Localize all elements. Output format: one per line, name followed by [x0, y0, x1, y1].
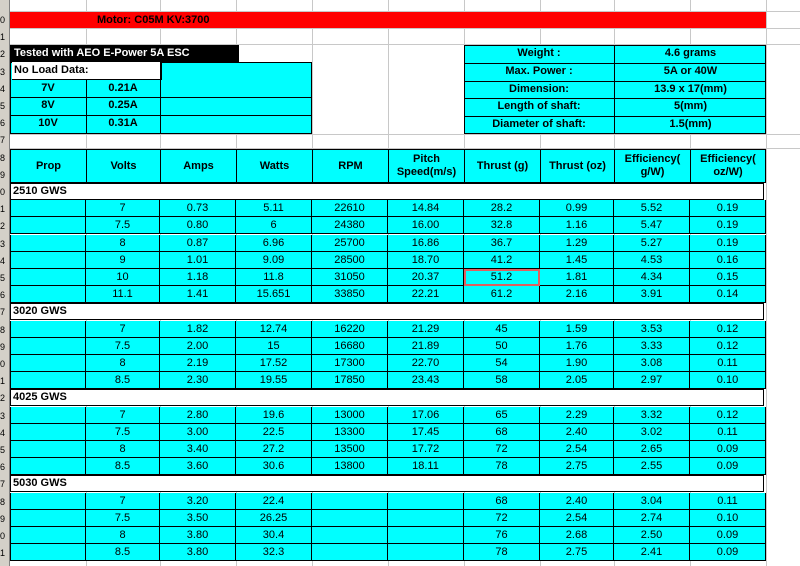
value-cell[interactable]: 30.6 [236, 458, 312, 475]
prop-cell[interactable] [10, 286, 86, 303]
value-cell[interactable]: 4.53 [614, 252, 690, 269]
value-cell[interactable]: 0.12 [690, 338, 766, 355]
value-cell[interactable]: 3.02 [614, 424, 690, 441]
row-number[interactable]: 9 [0, 341, 6, 352]
prop-group-row[interactable]: 4025 GWS [10, 389, 764, 406]
value-cell[interactable]: 7 [86, 407, 160, 424]
value-cell[interactable]: 78 [464, 544, 540, 561]
value-cell[interactable]: 5.27 [614, 235, 690, 252]
row-number[interactable]: 6 [0, 118, 6, 129]
value-cell[interactable]: 2.54 [540, 441, 614, 458]
value-cell[interactable]: 16680 [312, 338, 388, 355]
value-cell[interactable]: 7.5 [86, 338, 160, 355]
value-cell[interactable]: 5.11 [236, 200, 312, 217]
no-load-amps[interactable]: 0.25A [108, 99, 138, 111]
value-cell[interactable]: 0.73 [160, 200, 236, 217]
spec-shaft-length-value[interactable]: 5(mm) [673, 100, 707, 112]
divider [86, 80, 87, 134]
value-cell[interactable]: 1.41 [160, 286, 236, 303]
value-cell[interactable]: 0.12 [690, 407, 766, 424]
row-number[interactable]: 5 [0, 445, 6, 455]
row-number[interactable]: 1 [0, 548, 6, 559]
row-number[interactable]: 4 [0, 427, 6, 438]
value-cell[interactable]: 1.90 [540, 355, 614, 372]
table-row [10, 493, 764, 510]
row-number[interactable]: 4 [0, 255, 6, 266]
value-cell[interactable]: 17.52 [236, 355, 312, 372]
value-cell[interactable]: 2.40 [540, 424, 614, 441]
value-cell[interactable]: 16.00 [388, 217, 464, 234]
value-cell[interactable]: 1.18 [160, 269, 236, 286]
value-cell[interactable]: 26.25 [236, 510, 312, 527]
value-cell[interactable]: 58 [464, 372, 540, 389]
header-watts[interactable]: Watts [236, 149, 313, 183]
value-cell[interactable]: 24380 [312, 217, 388, 234]
value-cell[interactable]: 17300 [312, 355, 388, 372]
value-cell[interactable] [312, 510, 388, 527]
table-row [10, 458, 764, 475]
value-cell[interactable]: 1.29 [540, 235, 614, 252]
row-number[interactable]: 1 [0, 204, 6, 215]
value-cell[interactable]: 3.40 [160, 441, 236, 458]
value-cell[interactable]: 32.8 [464, 217, 540, 234]
value-cell[interactable]: 22.5 [236, 424, 312, 441]
value-cell[interactable]: 0.11 [690, 355, 766, 372]
value-cell[interactable]: 2.74 [614, 510, 690, 527]
table-row [10, 372, 764, 389]
value-cell[interactable]: 36.7 [464, 235, 540, 252]
value-cell[interactable]: 8 [86, 235, 160, 252]
value-cell[interactable]: 3.50 [160, 510, 236, 527]
value-cell[interactable]: 76 [464, 527, 540, 544]
row-number[interactable]: 3 [0, 66, 6, 77]
header-thrust-g[interactable]: Thrust (g) [464, 149, 541, 183]
no-load-volts[interactable]: 8V [41, 99, 55, 111]
value-cell[interactable]: 9 [86, 252, 160, 269]
prop-group-row[interactable]: 2510 GWS [10, 183, 764, 200]
prop-cell[interactable] [10, 235, 86, 252]
value-cell[interactable]: 9.09 [236, 252, 312, 269]
value-cell[interactable]: 8 [86, 355, 160, 372]
prop-cell[interactable] [10, 527, 86, 544]
value-cell[interactable]: 61.2 [464, 286, 540, 303]
row-number[interactable]: 3 [0, 238, 6, 249]
value-cell[interactable]: 7 [86, 321, 160, 338]
value-cell[interactable]: 3.32 [614, 407, 690, 424]
row-number[interactable]: 0 [0, 15, 6, 25]
value-cell[interactable]: 2.16 [540, 286, 614, 303]
value-cell[interactable]: 2.19 [160, 355, 236, 372]
value-cell[interactable]: 28500 [312, 252, 388, 269]
spec-weight-value[interactable]: 4.6 grams [664, 47, 717, 59]
prop-cell[interactable] [10, 252, 86, 269]
prop-cell[interactable] [10, 510, 86, 527]
prop-cell[interactable] [10, 544, 86, 561]
value-cell[interactable]: 19.55 [236, 372, 312, 389]
value-cell[interactable]: 3.60 [160, 458, 236, 475]
value-cell[interactable]: 7.5 [86, 217, 160, 234]
spec-weight-label[interactable]: Weight : [517, 47, 561, 59]
table-row [10, 355, 764, 372]
table-row [10, 286, 764, 303]
value-cell[interactable]: 30.4 [236, 527, 312, 544]
value-cell[interactable]: 72 [464, 441, 540, 458]
no-load-volts[interactable]: 7V [41, 82, 55, 94]
value-cell[interactable]: 15.651 [236, 286, 312, 303]
prop-cell[interactable] [10, 217, 86, 234]
divider [10, 97, 312, 98]
row-number[interactable]: 7 [0, 479, 6, 490]
table-row [10, 338, 764, 355]
value-cell[interactable]: 2.29 [540, 407, 614, 424]
no-load-amps[interactable]: 0.31A [108, 117, 138, 129]
value-cell[interactable]: 3.80 [160, 527, 236, 544]
value-cell[interactable]: 18.70 [388, 252, 464, 269]
value-cell[interactable]: 11.1 [86, 286, 160, 303]
row-number[interactable]: 1 [0, 32, 6, 43]
value-cell[interactable]: 2.55 [614, 458, 690, 475]
value-cell[interactable]: 0.10 [690, 510, 766, 527]
value-cell[interactable]: 7.5 [86, 424, 160, 441]
value-cell[interactable]: 2.75 [540, 544, 614, 561]
value-cell[interactable]: 1.16 [540, 217, 614, 234]
value-cell[interactable]: 32.3 [236, 544, 312, 561]
prop-cell[interactable] [10, 493, 86, 510]
value-cell[interactable]: 0.19 [690, 217, 766, 234]
value-cell[interactable]: 2.30 [160, 372, 236, 389]
value-cell[interactable]: 0.80 [160, 217, 236, 234]
table-row [10, 407, 764, 424]
value-cell[interactable]: 13800 [312, 458, 388, 475]
value-cell[interactable]: 0.19 [690, 235, 766, 252]
value-cell[interactable]: 45 [464, 321, 540, 338]
value-cell[interactable]: 13300 [312, 424, 388, 441]
value-cell[interactable]: 13500 [312, 441, 388, 458]
row-number[interactable]: 2 [0, 393, 6, 404]
divider [160, 62, 161, 134]
spec-dimension-label[interactable]: Dimension: [509, 83, 569, 95]
value-cell[interactable] [388, 527, 464, 544]
prop-cell[interactable] [10, 269, 86, 286]
header-prop[interactable]: Prop [10, 149, 87, 183]
value-cell[interactable]: 28.2 [464, 200, 540, 217]
value-cell[interactable]: 16220 [312, 321, 388, 338]
value-cell[interactable]: 1.81 [540, 269, 614, 286]
value-cell[interactable]: 2.75 [540, 458, 614, 475]
prop-cell[interactable] [10, 458, 86, 475]
header-efficiency-ozw[interactable]: Efficiency( oz/W) [690, 149, 766, 183]
header-amps[interactable]: Amps [160, 149, 237, 183]
value-cell[interactable]: 0.09 [690, 544, 766, 561]
value-cell[interactable]: 2.00 [160, 338, 236, 355]
row-number[interactable]: 5 [0, 273, 6, 283]
value-cell[interactable]: 17.72 [388, 441, 464, 458]
value-cell[interactable]: 0.12 [690, 321, 766, 338]
value-cell[interactable]: 31050 [312, 269, 388, 286]
value-cell[interactable]: 22.4 [236, 493, 312, 510]
prop-cell[interactable] [10, 200, 86, 217]
value-cell[interactable]: 3.04 [614, 493, 690, 510]
value-cell[interactable]: 0.99 [540, 200, 614, 217]
no-load-amps[interactable]: 0.21A [108, 82, 138, 94]
value-cell[interactable]: 8.5 [86, 544, 160, 561]
value-cell[interactable]: 15 [236, 338, 312, 355]
value-cell[interactable]: 20.37 [388, 269, 464, 286]
row-number[interactable]: 6 [0, 462, 6, 473]
value-cell[interactable]: 4.34 [614, 269, 690, 286]
prop-cell[interactable] [10, 424, 86, 441]
value-cell[interactable] [388, 510, 464, 527]
value-cell[interactable]: 5.52 [614, 200, 690, 217]
value-cell[interactable]: 3.53 [614, 321, 690, 338]
prop-cell[interactable] [10, 321, 86, 338]
prop-group-row[interactable]: 5030 GWS [10, 475, 764, 492]
value-cell[interactable]: 1.45 [540, 252, 614, 269]
value-cell[interactable]: 13000 [312, 407, 388, 424]
value-cell[interactable]: 3.00 [160, 424, 236, 441]
value-cell[interactable]: 11.8 [236, 269, 312, 286]
value-cell[interactable]: 16.86 [388, 235, 464, 252]
header-pitch-speed[interactable]: Pitch Speed(m/s) [388, 149, 465, 183]
row-number[interactable]: 6 [0, 290, 6, 301]
row-number[interactable]: 3 [0, 410, 6, 421]
value-cell[interactable]: 3.80 [160, 544, 236, 561]
value-cell[interactable]: 78 [464, 458, 540, 475]
row-number[interactable]: 2 [0, 49, 6, 60]
value-cell[interactable]: 0.15 [690, 269, 766, 286]
value-cell[interactable]: 1.59 [540, 321, 614, 338]
value-cell[interactable]: 8.5 [86, 458, 160, 475]
gridline [766, 0, 767, 566]
prop-cell[interactable] [10, 372, 86, 389]
value-cell[interactable]: 22610 [312, 200, 388, 217]
value-cell[interactable]: 6 [236, 217, 312, 234]
table-row [10, 510, 764, 527]
row-number[interactable]: 0 [0, 359, 6, 369]
value-cell[interactable]: 2.41 [614, 544, 690, 561]
value-cell[interactable]: 0.14 [690, 286, 766, 303]
value-cell[interactable]: 17.06 [388, 407, 464, 424]
value-cell[interactable] [312, 527, 388, 544]
row-number[interactable]: 7 [0, 307, 6, 318]
table-row [10, 544, 764, 561]
value-cell[interactable]: 7 [86, 200, 160, 217]
value-cell[interactable] [388, 544, 464, 561]
motor-title: Motor: C05M KV:3700 [97, 14, 210, 26]
value-cell[interactable]: 72 [464, 510, 540, 527]
value-cell[interactable]: 7 [86, 493, 160, 510]
row-number[interactable]: 8 [0, 324, 6, 335]
value-cell[interactable]: 68 [464, 493, 540, 510]
value-cell[interactable]: 22.70 [388, 355, 464, 372]
value-cell[interactable]: 0.10 [690, 372, 766, 389]
value-cell[interactable]: 7.5 [86, 510, 160, 527]
header-thrust-oz[interactable]: Thrust (oz) [540, 149, 615, 183]
row-number[interactable]: 2 [0, 221, 6, 232]
value-cell[interactable]: 3.08 [614, 355, 690, 372]
value-cell[interactable]: 17.45 [388, 424, 464, 441]
value-cell[interactable] [312, 544, 388, 561]
value-cell[interactable] [312, 493, 388, 510]
value-cell[interactable]: 25700 [312, 235, 388, 252]
value-cell[interactable]: 65 [464, 407, 540, 424]
value-cell[interactable]: 27.2 [236, 441, 312, 458]
header-rpm[interactable]: RPM [312, 149, 389, 183]
divider [10, 115, 312, 116]
esc-title[interactable]: Tested with AEO E-Power 5A ESC [10, 45, 239, 62]
table-row [10, 252, 764, 269]
value-cell[interactable]: 0.09 [690, 441, 766, 458]
value-cell[interactable]: 2.97 [614, 372, 690, 389]
value-cell[interactable]: 1.01 [160, 252, 236, 269]
spec-power-label[interactable]: Max. Power : [505, 65, 573, 77]
table-row [10, 269, 764, 286]
prop-cell[interactable] [10, 407, 86, 424]
value-cell[interactable]: 3.33 [614, 338, 690, 355]
gridline [10, 28, 800, 29]
value-cell[interactable]: 0.09 [690, 527, 766, 544]
value-cell[interactable]: 10 [86, 269, 160, 286]
value-cell[interactable]: 41.2 [464, 252, 540, 269]
value-cell[interactable]: 3.20 [160, 493, 236, 510]
value-cell[interactable]: 2.50 [614, 527, 690, 544]
table-row [10, 527, 764, 544]
table-row [10, 321, 764, 338]
value-cell[interactable]: 17850 [312, 372, 388, 389]
value-cell[interactable]: 0.16 [690, 252, 766, 269]
value-cell[interactable]: 2.68 [540, 527, 614, 544]
value-cell[interactable]: 19.6 [236, 407, 312, 424]
value-cell[interactable]: 8.5 [86, 372, 160, 389]
value-cell[interactable]: 51.2 [464, 269, 540, 286]
value-cell[interactable]: 23.43 [388, 372, 464, 389]
header-efficiency-gw[interactable]: Efficiency( g/W) [614, 149, 691, 183]
row-number[interactable]: 0 [0, 187, 6, 197]
row-number[interactable]: 1 [0, 376, 6, 387]
row-number[interactable]: 7 [0, 135, 6, 146]
table-row [10, 217, 764, 234]
value-cell[interactable]: 8 [86, 441, 160, 458]
no-load-volts[interactable]: 10V [38, 117, 58, 129]
value-cell[interactable]: 2.65 [614, 441, 690, 458]
table-row [10, 200, 764, 217]
prop-cell[interactable] [10, 441, 86, 458]
value-cell[interactable]: 1.76 [540, 338, 614, 355]
row-number[interactable]: 9 [0, 513, 6, 524]
value-cell[interactable]: 0.19 [690, 200, 766, 217]
table-row [10, 235, 764, 252]
value-cell[interactable]: 2.80 [160, 407, 236, 424]
value-cell[interactable]: 68 [464, 424, 540, 441]
table-row [10, 441, 764, 458]
value-cell[interactable]: 2.54 [540, 510, 614, 527]
row-number[interactable]: 0 [0, 531, 6, 541]
value-cell[interactable]: 3.91 [614, 286, 690, 303]
value-cell[interactable]: 8 [86, 527, 160, 544]
value-cell[interactable]: 50 [464, 338, 540, 355]
value-cell[interactable]: 54 [464, 355, 540, 372]
value-cell[interactable]: 12.74 [236, 321, 312, 338]
prop-cell[interactable] [10, 338, 86, 355]
value-cell[interactable]: 0.09 [690, 458, 766, 475]
no-load-label[interactable]: No Load Data: [12, 62, 162, 80]
row-number[interactable]: 4 [0, 83, 6, 94]
value-cell[interactable]: 22.21 [388, 286, 464, 303]
row-header-column[interactable] [0, 0, 10, 566]
spec-shaft-diameter-value[interactable]: 1.5(mm) [669, 118, 712, 130]
value-cell[interactable]: 21.89 [388, 338, 464, 355]
row-number[interactable]: 9 [0, 169, 6, 180]
value-cell[interactable]: 14.84 [388, 200, 464, 217]
spec-shaft-length-label[interactable]: Length of shaft: [497, 100, 581, 112]
value-cell[interactable]: 2.40 [540, 493, 614, 510]
row-number[interactable]: 8 [0, 496, 6, 507]
value-cell[interactable]: 18.11 [388, 458, 464, 475]
value-cell[interactable]: 2.05 [540, 372, 614, 389]
value-cell[interactable]: 5.47 [614, 217, 690, 234]
spec-dimension-value[interactable]: 13.9 x 17(mm) [654, 83, 727, 95]
value-cell[interactable]: 1.82 [160, 321, 236, 338]
value-cell[interactable]: 0.87 [160, 235, 236, 252]
value-cell[interactable]: 6.96 [236, 235, 312, 252]
value-cell[interactable] [388, 493, 464, 510]
prop-cell[interactable] [10, 355, 86, 372]
header-volts[interactable]: Volts [86, 149, 161, 183]
spec-power-value[interactable]: 5A or 40W [663, 65, 718, 77]
row-number[interactable]: 8 [0, 152, 6, 163]
prop-group-row[interactable]: 3020 GWS [10, 303, 764, 320]
spec-shaft-diameter-label[interactable]: Diameter of shaft: [492, 118, 586, 130]
value-cell[interactable]: 0.11 [690, 493, 766, 510]
table-row [10, 424, 764, 441]
value-cell[interactable]: 21.29 [388, 321, 464, 338]
row-number[interactable]: 5 [0, 101, 6, 111]
value-cell[interactable]: 0.11 [690, 424, 766, 441]
gridline [10, 134, 800, 135]
value-cell[interactable]: 33850 [312, 286, 388, 303]
